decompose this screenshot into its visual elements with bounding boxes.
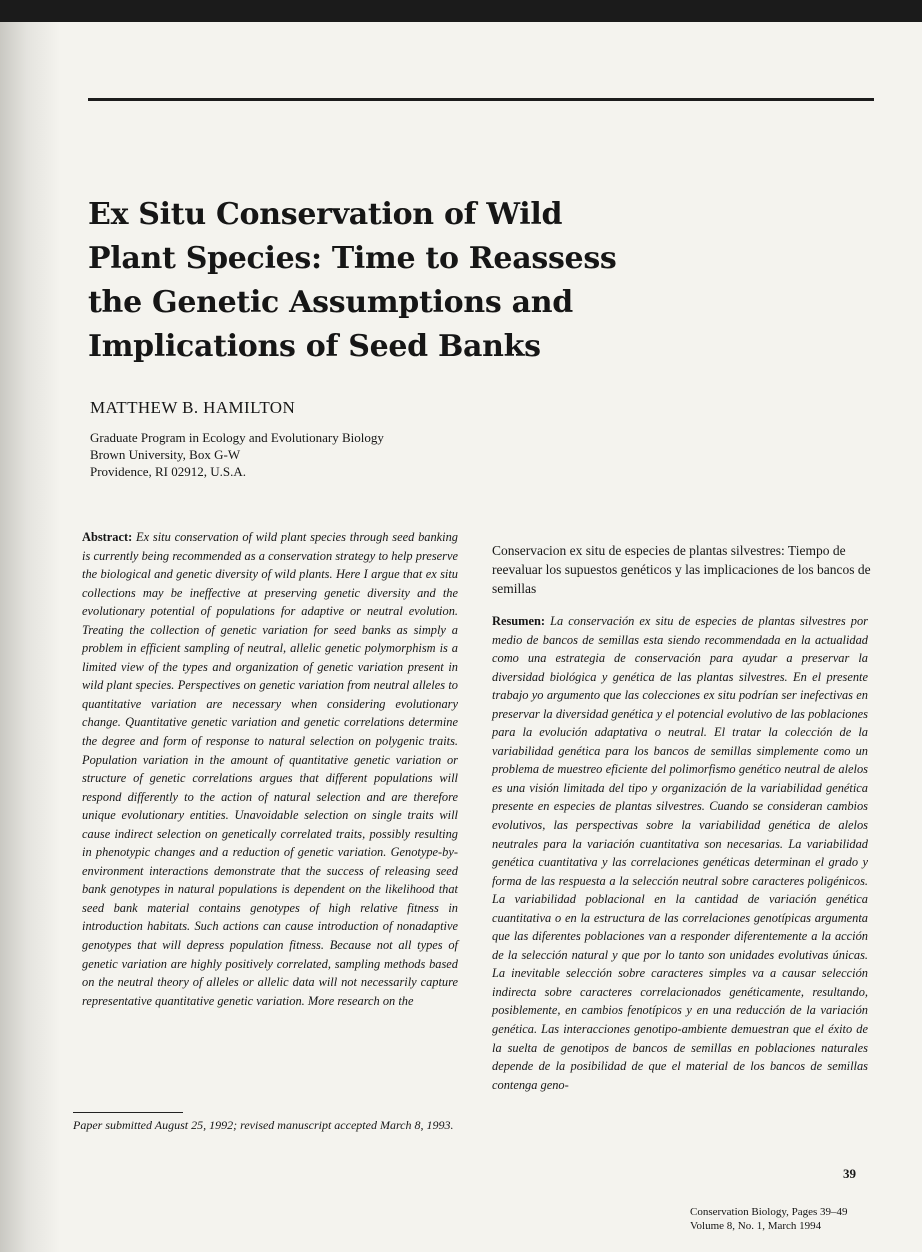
journal-pages: Conservation Biology, Pages 39–49: [690, 1206, 848, 1218]
article-title: Ex Situ Conservation of Wild Plant Species: Time to Reassess the Genetic Assumptions and Implications of Seed Banks: [88, 197, 617, 364]
journal-citation: [690, 1205, 848, 1233]
author-affiliation: [90, 429, 384, 480]
affiliation-line: Providence, RI 02912, U.S.A.: [90, 464, 246, 479]
submission-footnote: Paper submitted August 25, 1992; revised manuscript accepted March 8, 1993.: [73, 1118, 454, 1132]
header-rule: [88, 98, 874, 101]
affiliation-line: Graduate Program in Ecology and Evolutionary Biology: [90, 430, 384, 445]
book-spine-shadow: [0, 22, 60, 1252]
footnote-rule: [73, 1112, 183, 1113]
author-name: MATTHEW B. HAMILTON: [90, 398, 296, 417]
spanish-title: Conservacion ex situ de especies de plantas silvestres: Tiempo de reevaluar los supuestos genéticos y las implicaciones de los bancos de semillas: [492, 543, 871, 596]
scan-top-edge: [0, 0, 922, 22]
resumen-text: La conservación ex situ de especies de plantas silvestres por medio de bancos de semillas esta siendo recommendada en la actualidad como una estrategia de conservación para ayudar a preservar la diversidad biológica y genética de las plantas silvestres. En el presente trabajo yo argumento que las colecciones ex situ podrían ser inefectivas en preservar la diversidad genética y el potencial evolutivo de las poblaciones para la evolución adaptativa o neutral. El tratar la colección de la variabilidad genética para los bancos de semillas simplemente como un problema de muestreo eficiente del polimorfismo genético neutral de alelos es una visión limitada del tipo y organización de la variabilidad genética presente en especies de plantas silvestres. Cuando se consideran cambios evolutivos, las perspectivas sobre la variabilidad genética de alelos neutrales para la variación cuantitativa son necesarias. La variabilidad genética cuantitativa y las correlaciones genéticas determinan el grado y forma de las respuesta a la selección neutral sobre caracteres poligénicos. La variabilidad poblacional en la cantidad de variación genética cuantitativa o en la estructura de las correlaciones genotípicas argumenta que las diferentes poblaciones van a responder diferentemente a la acción de la selección natural y que por lo tanto son unidades evolutivas únicas. La inevitable selección sobre caracteres simples va a causar selección indirecta sobre caracteres correlacionados genéticamente, resultando, posiblemente, en cambios fenotípicos y en una reducción de la variación genética. Las interacciones genotipo-ambiente demuestran que el éxito de la suelta de genotipos de bancos de semillas en poblaciones naturales depende de la posibilidad de que el material de los bancos de semillas contenga geno-: [492, 614, 868, 1092]
abstract-label: Abstract:: [82, 530, 133, 544]
abstract-paragraph: [82, 528, 458, 1010]
journal-volume: Volume 8, No. 1, March 1994: [690, 1220, 822, 1232]
affiliation-line: Brown University, Box G-W: [90, 447, 241, 462]
abstract-text: Ex situ conservation of wild plant species through seed banking is currently being recommended as a conservation strategy to help preserve the biological and genetic diversity of wild plants. Here I argue that ex situ collections may be ineffective at preserving genetic diversity and the evolutionary potential of populations for adaptive or neutral evolution. Treating the collection of genetic variation for seed banks as simply a problem in efficient sampling of neutral, allelic genetic polymorphism is a limited view of the types and organization of genetic variation present in wild plant species. Perspectives on genetic variation from neutral alleles to quantitative variation are necessary when considering evolutionary change. Quantitative genetic variation and genetic correlations determine the degree and form of response to natural selection on polygenic traits. Population variation in the amount of quantitative genetic variation or structure of genetic correlations argues that different populations will respond differently to the action of natural selection and are therefore unique evolutionary entities. Unavoidable selection on single traits will cause indirect selection on genetically correlated traits, possibly resulting in phenotypic changes and a reduction of genetic variation. Genotype-by-environment interactions demonstrate that the success of releasing seed bank genotypes in natural populations is dependent on the likelihood that seed bank material contains genotypes of high relative fitness in introduction habitats. Such actions can cause introduction of nonadaptive genotypes that will depress population fitness. Because not all types of genetic variation are highly positively correlated, sampling methods based on the neutral theory of alleles or allelic data will not necessarily capture representative quantitative genetic variation. More research on the: [82, 530, 458, 1008]
resumen-label: Resumen:: [492, 614, 545, 628]
page-number: 39: [843, 1166, 856, 1181]
resumen-paragraph: [492, 612, 868, 1094]
